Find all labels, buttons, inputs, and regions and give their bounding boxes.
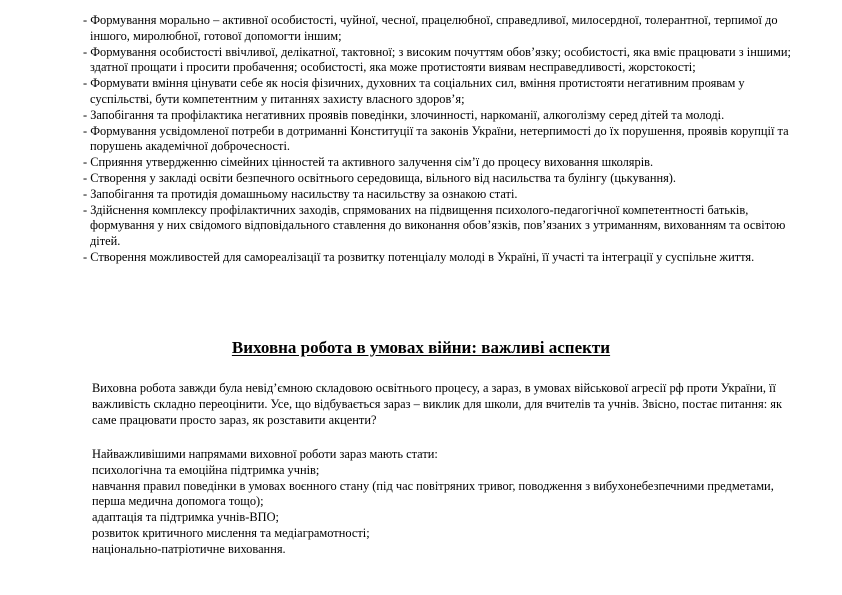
section-title-text: Виховна робота в умовах війни: важливі аспекти [231,338,611,357]
list-item: розвиток критичного мислення та медіаграмотності; [92,525,370,540]
list-item: - Сприяння утвердженню сімейних цінностей та активного залучення сім’ї до процесу виховання школярів. [83,155,654,170]
list-item: - Запобігання та протидія домашньому насильству та насильству за ознакою статі. [83,186,518,201]
list-item: - Здійснення комплексу профілактичних заходів, спрямованих на підвищення психолого-педагогічної компетентності батьків, формування у них свідомого відповідального ставлення до виконання обов’язків, пов’язаних з утриманням, вихованням та освітою дітей. [83,202,786,249]
list-item: - Запобігання та профілактика негативних проявів поведінки, злочинності, наркоманії, алкоголізму серед дітей та молоді. [83,107,725,122]
list-item: національно-патріотичне виховання. [92,541,286,556]
section-title [0,337,842,359]
list-item: психологічна та емоційна підтримка учнів; [92,462,320,477]
list-item: - Створення можливостей для самореалізації та розвитку потенціалу молоді в Україні, її участі та інтеграції у суспільне життя. [83,249,755,264]
directions-block [92,447,792,558]
goals-list [76,13,806,266]
list-item: - Створення у закладі освіти безпечного освітнього середовища, вільного від насильства та булінгу (цькування). [83,170,677,185]
list-item: - Формування морально – активної особистості, чуйної, чесної, працелюбної, справедливої, милосердної, толерантної, терпимої до іншого, миролюбної, готової допомогти іншим; [83,13,778,43]
directions-heading: Найважливішими напрямами виховної роботи зараз мають стати: [92,447,438,461]
list-item: - Формування усвідомленої потреби в дотриманні Конституції та законів України, нетерпимості до їх порушення, проявів корупції та порушень академічної доброчесності. [83,123,789,154]
list-item: навчання правил поведінки в умовах воєнного стану (під час повітряних тривог, поводження з вибухонебезпечними предметами, перша медична допомога тощо); [92,478,774,509]
list-item: - Формувати вміння цінувати себе як носія фізичних, духовних та соціальних сил, вміння протистояти негативним проявам у суспільстві, бути компетентним у питаннях захисту власного здоров’я; [83,76,745,106]
list-item: - Формування особистості ввічливої, делікатної, тактовної; з високим почуттям обов’язку; особистості, яка вміє працювати з іншими; здатної прощати і просити пробачення; особистості, яка може протистояти виявам несправедливості, жорстокості; [83,44,791,75]
intro-paragraph: Виховна робота завжди була невід’ємною складовою освітнього процесу, а зараз, в умовах військової агресії рф проти України, її важливість складно переоцінити. Усе, що відбувається зараз – виклик для школи, для вчителів та учнів. Звісно, постає питання: як саме працювати просто зараз, як розставити акценти? [92,381,782,427]
list-item: адаптація та підтримка учнів-ВПО; [92,510,279,525]
